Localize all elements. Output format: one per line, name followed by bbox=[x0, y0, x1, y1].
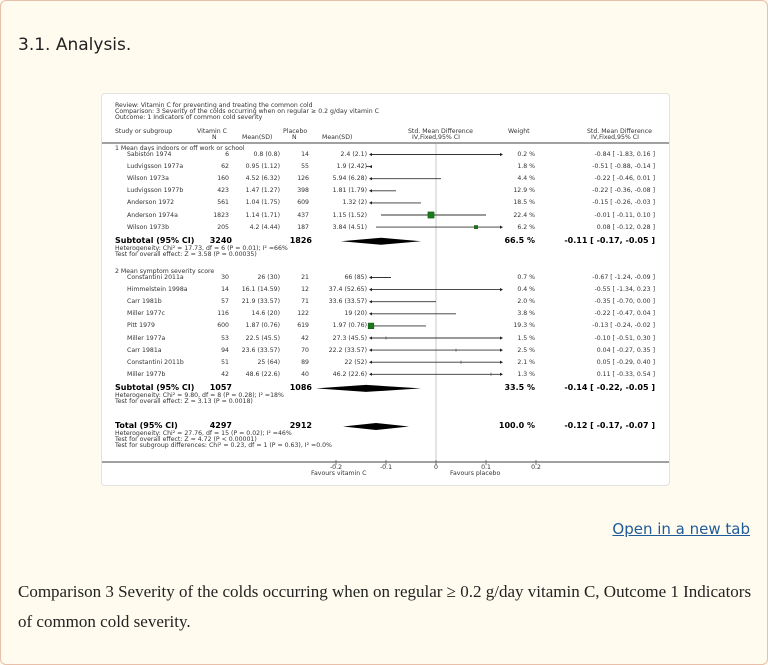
vitc-mean: 16.1 (14.59) bbox=[241, 286, 280, 294]
study-ci: -0.01 [ -0.11, 0.10 ] bbox=[594, 211, 655, 219]
study-ci: 0.11 [ -0.33, 0.54 ] bbox=[596, 370, 655, 378]
placebo-n: 122 bbox=[297, 310, 309, 318]
placebo-mean: 37.4 (52.65) bbox=[328, 286, 367, 294]
placebo-n: 126 bbox=[297, 175, 309, 183]
vitc-n: 57 bbox=[221, 298, 229, 306]
total-label: Total (95% CI) bbox=[115, 421, 178, 430]
outcome-line: Outcome: 1 Indicators of common cold severity bbox=[115, 114, 263, 121]
total-vitc-n: 4297 bbox=[209, 421, 232, 430]
vitc-n: 116 bbox=[217, 310, 229, 318]
study-weight: 0.4 % bbox=[517, 286, 535, 294]
vitc-n: 51 bbox=[221, 358, 229, 366]
vitc-mean: 23.6 (33.57) bbox=[241, 346, 280, 354]
favours-right-label: Favours placebo bbox=[450, 470, 501, 477]
placebo-n: 71 bbox=[301, 298, 309, 306]
forest-plot-graphic bbox=[102, 94, 669, 485]
study-ci: -0.35 [ -0.70, 0.00 ] bbox=[594, 298, 655, 306]
comparison-line: Comparison: 3 Severity of the colds occurring when on regular ≥ 0.2 g/day vitamin C bbox=[115, 108, 379, 115]
vitc-n: 1823 bbox=[213, 211, 229, 219]
heterogeneity-text: Heterogeneity: Chi² = 17.73, df = 6 (P = 0.01); I² =66% bbox=[115, 244, 288, 252]
study-name: Miller 1977a bbox=[127, 334, 166, 342]
placebo-n: 55 bbox=[301, 163, 309, 171]
header-placebo-mean: Mean(SD) bbox=[322, 134, 353, 141]
study-ci: -0.13 [ -0.24, -0.02 ] bbox=[592, 322, 655, 330]
header-placebo: Placebo bbox=[283, 128, 308, 135]
study-weight: 0.7 % bbox=[517, 274, 535, 281]
vitc-mean: 0.95 (1.12) bbox=[245, 163, 280, 171]
subtotal-placebo-n: 1826 bbox=[289, 235, 312, 245]
axis-tick-label: -0.1 bbox=[379, 464, 393, 471]
placebo-mean: 1.97 (0.76) bbox=[332, 322, 367, 330]
study-name: Constantini 2011a bbox=[127, 274, 184, 281]
vitc-n: 6 bbox=[225, 151, 229, 158]
vitc-n: 62 bbox=[221, 163, 229, 171]
study-ci: -0.84 [ -1.83, 0.16 ] bbox=[594, 151, 655, 158]
vitc-n: 600 bbox=[217, 322, 229, 330]
placebo-n: 398 bbox=[297, 187, 309, 195]
subtotal-label: Subtotal (95% CI) bbox=[115, 235, 195, 245]
subgroup-title: 2 Mean symptom severity score bbox=[115, 268, 215, 275]
overall-effect-text: Test for overall effect: Z = 3.58 (P = 0.00035) bbox=[115, 250, 257, 258]
subtotal-vitc-n: 1057 bbox=[209, 382, 232, 392]
study-weight: 2.5 % bbox=[517, 346, 535, 354]
subtotal-vitc-n: 3240 bbox=[209, 235, 232, 245]
vitc-mean: 21.9 (33.57) bbox=[241, 298, 280, 306]
placebo-n: 21 bbox=[301, 274, 309, 281]
study-weight: 12.9 % bbox=[513, 187, 535, 195]
vitc-n: 94 bbox=[221, 346, 229, 354]
study-weight: 2.0 % bbox=[517, 298, 535, 306]
study-weight: 22.4 % bbox=[513, 211, 535, 219]
overall-effect-text: Test for overall effect: Z = 3.13 (P = 0.0018) bbox=[115, 397, 253, 405]
section-heading: 3.1. Analysis. bbox=[18, 35, 132, 55]
study-weight: 18.5 % bbox=[513, 199, 535, 207]
vitc-mean: 26 (30) bbox=[257, 274, 280, 281]
vitc-mean: 1.04 (1.75) bbox=[245, 199, 280, 207]
header-vitc-n: N bbox=[212, 134, 217, 141]
vitc-mean: 25 (64) bbox=[257, 358, 280, 366]
vitc-mean: 4.52 (6.32) bbox=[245, 175, 280, 183]
study-name: Ludvigsson 1977a bbox=[127, 163, 184, 171]
axis-tick-label: 0.2 bbox=[531, 464, 541, 471]
study-name: Wilson 1973b bbox=[127, 223, 169, 231]
placebo-mean: 1.32 (2) bbox=[342, 199, 367, 207]
study-ci: -0.51 [ -0.88, -0.14 ] bbox=[592, 163, 655, 171]
header-smd-right-method: IV,Fixed,95% CI bbox=[591, 134, 639, 141]
header-vitamin-c: Vitamin C bbox=[197, 128, 227, 135]
vitc-n: 205 bbox=[217, 223, 229, 231]
study-weight: 3.8 % bbox=[517, 310, 535, 318]
subtotal-weight: 33.5 % bbox=[504, 382, 535, 392]
vitc-n: 423 bbox=[217, 187, 229, 195]
placebo-mean: 46.2 (22.6) bbox=[332, 370, 367, 378]
axis-tick-label: 0 bbox=[434, 464, 438, 471]
placebo-mean: 66 (85) bbox=[344, 274, 367, 281]
vitc-n: 561 bbox=[217, 199, 229, 207]
subtotal-ci: -0.14 [ -0.22, -0.05 ] bbox=[564, 382, 655, 392]
vitc-mean: 4.2 (4.44) bbox=[249, 223, 280, 231]
study-weight: 2.1 % bbox=[517, 358, 535, 366]
placebo-mean: 22 (52) bbox=[344, 358, 367, 366]
forest-plot-figure bbox=[101, 93, 670, 486]
placebo-n: 40 bbox=[301, 370, 309, 378]
study-name: Sabiston 1974 bbox=[127, 151, 172, 158]
placebo-mean: 5.94 (6.28) bbox=[332, 175, 367, 183]
study-name: Anderson 1974a bbox=[127, 211, 178, 219]
vitc-n: 30 bbox=[221, 274, 229, 281]
header-smd-method: IV,Fixed,95% CI bbox=[412, 134, 460, 141]
study-name: Himmelstein 1998a bbox=[127, 286, 188, 294]
subgroup-differences-text: Test for subgroup differences: Chi² = 0.23, df = 1 (P = 0.63), I² =0.0% bbox=[115, 442, 332, 449]
study-ci: -0.15 [ -0.26, -0.03 ] bbox=[592, 199, 655, 207]
placebo-mean: 1.15 (1.52) bbox=[332, 211, 367, 219]
study-ci: -0.22 [ -0.46, 0.01 ] bbox=[594, 175, 655, 183]
placebo-mean: 2.4 (2.1) bbox=[340, 151, 367, 158]
total-heterogeneity-text: Heterogeneity: Chi² = 27.76, df = 15 (P = 0.02); I² =46% bbox=[115, 430, 292, 437]
placebo-n: 70 bbox=[301, 346, 309, 354]
study-name: Carr 1981b bbox=[127, 298, 162, 306]
header-smd: Std. Mean Difference bbox=[408, 128, 473, 135]
placebo-mean: 22.2 (33.57) bbox=[328, 346, 367, 354]
total-placebo-n: 2912 bbox=[289, 421, 312, 430]
subtotal-ci: -0.11 [ -0.17, -0.05 ] bbox=[564, 235, 655, 245]
study-ci: 0.04 [ -0.27, 0.35 ] bbox=[596, 346, 655, 354]
vitc-n: 42 bbox=[221, 370, 229, 378]
vitc-mean: 22.5 (45.5) bbox=[245, 334, 280, 342]
study-weight: 1.3 % bbox=[517, 370, 535, 378]
study-name: Miller 1977b bbox=[127, 370, 166, 378]
placebo-n: 609 bbox=[297, 199, 309, 207]
placebo-n: 42 bbox=[301, 334, 309, 342]
vitc-n: 160 bbox=[217, 175, 229, 183]
study-weight: 1.8 % bbox=[517, 163, 535, 171]
study-ci: -0.55 [ -1.34, 0.23 ] bbox=[594, 286, 655, 294]
vitc-mean: 0.8 (0.8) bbox=[253, 151, 280, 158]
header-placebo-n: N bbox=[292, 134, 297, 141]
placebo-mean: 27.3 (45.5) bbox=[332, 334, 367, 342]
study-weight: 1.5 % bbox=[517, 334, 535, 342]
axis-tick-label: 0.1 bbox=[481, 464, 491, 471]
study-weight: 4.4 % bbox=[517, 175, 535, 183]
placebo-n: 437 bbox=[297, 211, 309, 219]
study-name: Carr 1981a bbox=[127, 346, 162, 354]
subgroup-title: 1 Mean days indoors or off work or school bbox=[115, 145, 245, 152]
study-name: Wilson 1973a bbox=[127, 175, 169, 183]
study-ci: -0.22 [ -0.36, -0.08 ] bbox=[592, 187, 655, 195]
review-line: Review: Vitamin C for preventing and treating the common cold bbox=[115, 102, 313, 109]
vitc-mean: 1.14 (1.71) bbox=[245, 211, 280, 219]
vitc-mean: 1.87 (0.76) bbox=[245, 322, 280, 330]
placebo-n: 14 bbox=[301, 151, 309, 158]
subtotal-placebo-n: 1086 bbox=[289, 382, 312, 392]
placebo-n: 619 bbox=[297, 322, 309, 330]
header-weight: Weight bbox=[508, 128, 530, 135]
placebo-n: 89 bbox=[301, 358, 309, 366]
study-ci: -0.10 [ -0.51, 0.30 ] bbox=[594, 334, 655, 342]
placebo-n: 187 bbox=[297, 223, 309, 231]
vitc-mean: 48.6 (22.6) bbox=[245, 370, 280, 378]
favours-left-label: Favours vitamin C bbox=[311, 470, 367, 477]
placebo-mean: 1.9 (2.42) bbox=[336, 163, 367, 171]
study-name: Pitt 1979 bbox=[127, 322, 155, 330]
study-weight: 6.2 % bbox=[517, 223, 535, 231]
placebo-mean: 1.81 (1.79) bbox=[332, 187, 367, 195]
header-vitc-mean: Mean(SD) bbox=[242, 134, 273, 141]
vitc-mean: 14.6 (20) bbox=[251, 310, 280, 318]
vitc-n: 14 bbox=[221, 286, 229, 294]
study-weight: 0.2 % bbox=[517, 151, 535, 158]
total-ci: -0.12 [ -0.17, -0.07 ] bbox=[564, 421, 655, 430]
study-weight: 19.3 % bbox=[513, 322, 535, 330]
placebo-n: 12 bbox=[301, 286, 309, 294]
study-name: Ludvigsson 1977b bbox=[127, 187, 184, 195]
open-in-new-tab-link[interactable]: Open in a new tab bbox=[612, 520, 750, 538]
total-overall-effect-text: Test for overall effect: Z = 4.72 (P < 0.00001) bbox=[115, 436, 257, 443]
placebo-mean: 3.84 (4.51) bbox=[332, 223, 367, 231]
study-name: Anderson 1972 bbox=[127, 199, 175, 207]
total-weight: 100.0 % bbox=[498, 421, 535, 430]
placebo-mean: 19 (20) bbox=[344, 310, 367, 318]
vitc-n: 53 bbox=[221, 334, 229, 342]
heterogeneity-text: Heterogeneity: Chi² = 9.80, df = 8 (P = 0.28); I² =18% bbox=[115, 391, 284, 399]
figure-caption: Comparison 3 Severity of the colds occurring when on regular ≥ 0.2 g/day vitamin C, Outcome 1 Indicators of common cold severity. bbox=[18, 582, 752, 631]
subtotal-label: Subtotal (95% CI) bbox=[115, 382, 195, 392]
study-ci: 0.08 [ -0.12, 0.28 ] bbox=[596, 223, 655, 231]
axis-tick-label: -0.2 bbox=[329, 464, 343, 471]
study-name: Miller 1977c bbox=[127, 310, 165, 318]
study-ci: -0.22 [ -0.47, 0.04 ] bbox=[594, 310, 655, 318]
header-study: Study or subgroup bbox=[115, 128, 173, 135]
study-ci: -0.67 [ -1.24, -0.09 ] bbox=[592, 274, 655, 281]
header-smd-right: Std. Mean Difference bbox=[587, 128, 652, 135]
placebo-mean: 33.6 (33.57) bbox=[328, 298, 367, 306]
study-ci: 0.05 [ -0.29, 0.40 ] bbox=[596, 358, 655, 366]
study-name: Constantini 2011b bbox=[127, 358, 184, 366]
subtotal-weight: 66.5 % bbox=[504, 235, 535, 245]
vitc-mean: 1.47 (1.27) bbox=[245, 187, 280, 195]
